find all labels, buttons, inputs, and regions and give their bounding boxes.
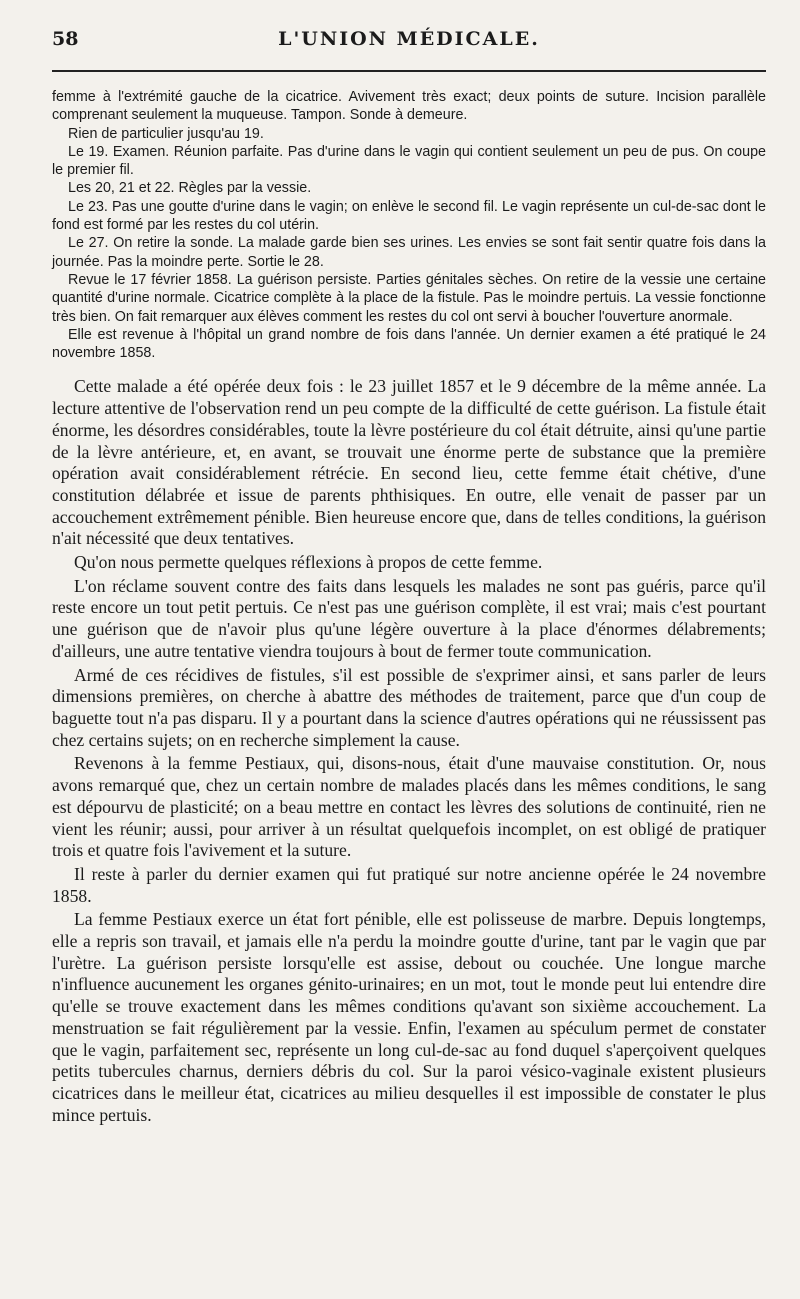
commentary-paragraph: Cette malade a été opérée deux fois : le 23 juillet 1857 et le 9 décembre de la même année. La lecture attentive de l'observation rend un peu compte de la difficulté de cette guérison. La fistule était énorme, les désordres considérables, toute la lèvre postérieure du col était détruite, ainsi qu'une partie de la lèvre antérieure, et, en avant, se trouvait une énorme perte de substance que la première opération avait considérablement rétrécie. En second lieu, cette femme était chétive, d'une constitution délabrée et issue de parents phthisiques. En outre, elle venait de passer par un accouchement extrêmement pénible. Bien heureuse encore que, dans de telles conditions, la guérison n'ait nécessité que deux tentatives. [52, 376, 766, 549]
observation-paragraph: Les 20, 21 et 22. Règles par la vessie. [68, 180, 312, 197]
observation-paragraph: Le 23. Pas une goutte d'urine dans le vagin; on enlève le second fil. Le vagin représente un cul-de-sac dont le fond est formé par les restes du col utérin. [52, 198, 766, 234]
commentary-text [52, 376, 766, 1126]
commentary-paragraph: L'on réclame souvent contre des faits dans lesquels les malades ne sont pas guéris, parce qu'il reste encore un tout petit pertuis. Ce n'est pas une guérison complète, il est vrai; mais c'est pourtant une guérison que de n'avoir plus qu'une légère ouverture à la place d'énormes délabrements; d'ailleurs, une autre tentative viendra toujours à bout de fermer toute communication. [52, 575, 766, 661]
observation-paragraph: Rien de particulier jusqu'au 19. [68, 125, 264, 142]
commentary-paragraph: Il reste à parler du dernier examen qui fut pratiqué sur notre ancienne opérée le 24 novembre 1858. [52, 863, 766, 906]
commentary-paragraph: La femme Pestiaux exerce un état fort pénible, elle est polisseuse de marbre. Depuis longtemps, elle a repris son travail, et jamais elle n'a perdu la moindre goutte d'urine, tant par le vagin que par l'urètre. La guérison persiste lorsqu'elle est assise, debout ou couchée. Une longue marche n'influence aucunement les organes génito-urinaires; en un mot, tout le monde peut lui entendre dire qu'elle se trouve exactement dans les mêmes conditions qu'avant son sixième accouchement. La menstruation se fait régulièrement par la vessie. Enfin, l'examen au spéculum permet de constater que le vagin, parfaitement sec, représente un long cul-de-sac au fond duquel s'aperçoivent quelques petits tubercules charnus, derniers débris du col. Sur la paroi vésico-vaginale existent plusieurs cicatrices dans le meilleur état, cicatrices au milieu desquelles il est impossible de constater le plus mince pertuis. [52, 909, 766, 1125]
observation-paragraph: femme à l'extrémité gauche de la cicatrice. Avivement très exact; deux points de suture. Incision parallèle comprenant seulement la muqueuse. Tampon. Sonde à demeure. [52, 89, 766, 124]
observation-paragraph: Le 19. Examen. Réunion parfaite. Pas d'urine dans le vagin qui contient seulement un peu de pus. On coupe le premier fil. [52, 143, 766, 179]
page-header [52, 28, 766, 64]
running-head: L'UNION MÉDICALE. [278, 28, 540, 50]
commentary-paragraph: Revenons à la femme Pestiaux, qui, disons-nous, était d'une mauvaise constitution. Or, nous avons remarqué que, chez un certain nombre de malades placés dans les mêmes conditions, le sang est dépourvu de plasticité; on a beau mettre en contact les lèvres des solutions de continuité, rien ne vient les réunir; aussi, pour arriver à un résultat quelquefois incomplet, on est obligé de pratiquer trois et quatre fois l'avivement et la suture. [52, 753, 766, 861]
observation-paragraph: Le 27. On retire la sonde. La malade garde bien ses urines. Les envies se sont fait sentir quatre fois dans la journée. Pas la moindre perte. Sortie le 28. [52, 235, 766, 270]
observation-notes [52, 88, 766, 362]
observation-paragraph: Elle est revenue à l'hôpital un grand nombre de fois dans l'année. Un dernier examen a été pratiqué le 24 novembre 1858. [52, 326, 766, 362]
page-number: 58 [52, 28, 79, 50]
commentary-paragraph: Qu'on nous permette quelques réflexions à propos de cette femme. [74, 552, 543, 573]
header-rule [52, 70, 766, 72]
commentary-paragraph: Armé de ces récidives de fistules, s'il est possible de s'exprimer ainsi, et sans parler de leurs dimensions premières, on cherche à abattre des méthodes de traitement, parce que d'un coup de baguette tout n'a pas disparu. Il y a pourtant dans la science d'autres opérations qui ne réussissent pas chez certains sujets; on en recherche simplement la cause. [52, 664, 766, 750]
observation-paragraph: Revue le 17 février 1858. La guérison persiste. Parties génitales sèches. On retire de la vessie une certaine quantité d'urine normale. Cicatrice complète à la place de la fistule. Pas le moindre pertuis. La vessie fonctionne très bien. On fait remarquer aux élèves comment les restes du col ont servi à boucher l'ouverture anormale. [52, 271, 766, 325]
